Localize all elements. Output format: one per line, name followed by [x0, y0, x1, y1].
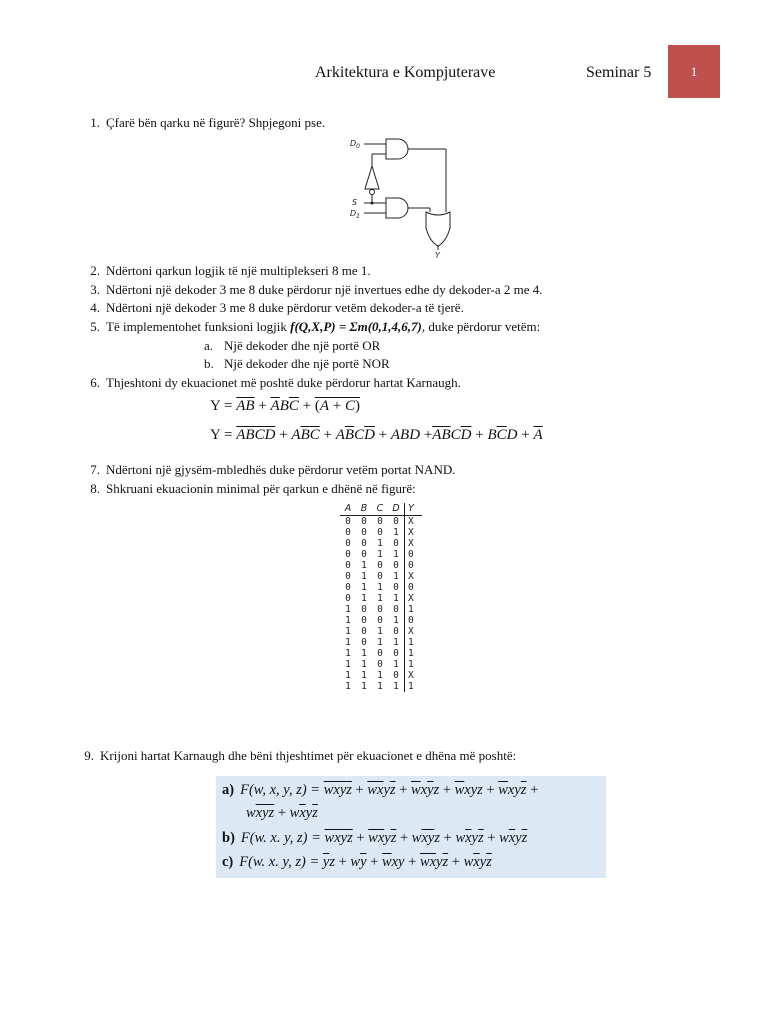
table-cell: 0: [345, 549, 351, 560]
question-text: Çfarë bën qarku në figurë? Shpjegoni pse.: [106, 115, 326, 130]
equation-lhs: F(w. x. y, z) =: [240, 830, 321, 846]
table-cell: 1: [405, 637, 423, 648]
equation-label: a): [222, 782, 235, 798]
table-cell: 1: [405, 659, 423, 670]
document-title: Arkitektura e Kompjuterave: [315, 64, 496, 81]
q9-equation-c: c) F(w. x. y, $z) = \overline{y}z + w\overline{y} + \overline{w}xy + \overline{w}\overline{x}y\overline{z} + w\overline{x}y\overline{z}$: [222, 854, 492, 870]
table-cell: 0: [377, 604, 383, 615]
truth-table: [340, 503, 422, 692]
question-4: [82, 300, 464, 316]
table-cell: 0: [377, 571, 383, 582]
table-row: [340, 659, 422, 670]
table-cell: X: [405, 571, 423, 582]
question-number: 5.: [90, 319, 100, 334]
option-text: Një dekoder dhe një portë OR: [224, 338, 381, 353]
question-5: [82, 319, 540, 335]
table-cell: 0: [393, 604, 399, 615]
or-gate: [426, 212, 450, 246]
table-row: [340, 560, 422, 571]
table-cell: 1: [345, 637, 351, 648]
table-cell: 0: [361, 538, 367, 549]
column-header-b: B: [356, 503, 372, 516]
table-cell: 1: [377, 637, 383, 648]
table-cell: 0: [361, 626, 367, 637]
and-gate-top: [386, 139, 408, 159]
table-row: [340, 681, 422, 692]
table-row: [340, 582, 422, 593]
equation-lhs: F(w, x, y, z) =: [240, 782, 321, 798]
equation-lhs: F(w. x. y, z) =: [239, 854, 320, 870]
table-cell: 1: [345, 615, 351, 626]
q5-option-a: [204, 338, 380, 354]
table-cell: 0: [377, 527, 383, 538]
table-cell: 1: [377, 549, 383, 560]
table-cell: 0: [361, 637, 367, 648]
table-cell: 0: [345, 516, 351, 527]
question-number: 7.: [90, 462, 100, 477]
table-cell: 0: [377, 648, 383, 659]
table-cell: X: [405, 593, 423, 604]
question-text: Ndërtoni një dekoder 3 me 8 duke përdorur vetëm dekoder-a të tjerë.: [106, 300, 464, 315]
table-cell: 0: [377, 560, 383, 571]
table-row: [340, 571, 422, 582]
question-number: 8.: [90, 481, 100, 496]
table-cell: X: [405, 527, 423, 538]
table-row: [340, 593, 422, 604]
function-formula: f(Q,X,P) = Σm(0,1,4,6,7): [290, 319, 422, 334]
table-cell: 1: [377, 626, 383, 637]
question-text: Krijoni hartat Karnaugh dhe bëni thjeshtimet për ekuacionet e dhëna më poshtë:: [100, 748, 517, 763]
column-header-c: C: [372, 503, 388, 516]
question-number: 2.: [90, 263, 100, 278]
table-cell: X: [405, 516, 423, 528]
table-cell: 1: [405, 648, 423, 659]
question-number: 9.: [84, 748, 94, 763]
label-d1: $D_1$: [350, 209, 360, 220]
table-cell: 0: [393, 670, 399, 681]
table-cell: 1: [361, 681, 367, 692]
table-cell: 1: [345, 659, 351, 670]
table-cell: 1: [361, 560, 367, 571]
table-cell: 1: [377, 593, 383, 604]
table-cell: 0: [361, 549, 367, 560]
table-cell: 0: [393, 560, 399, 571]
junction-dot: [371, 202, 374, 205]
question-8: [82, 481, 416, 497]
table-cell: 0: [405, 549, 423, 560]
q5-option-b: [204, 356, 390, 372]
table-cell: 0: [345, 593, 351, 604]
table-row: [340, 637, 422, 648]
question-text: Ndërtoni një dekoder 3 me 8 duke përdorur një invertues edhe dy dekoder-a 2 me 4.: [106, 282, 543, 297]
question-3: [82, 282, 543, 298]
table-cell: 0: [345, 560, 351, 571]
table-cell: 1: [393, 659, 399, 670]
option-label: b.: [204, 356, 214, 371]
q9-equation-a: a) F(w, x, y, $z) = \overline{w}\overline{x}\overline{y}\overline{z} + \overline{w}\overline{x}y\overline{z} + \overline{w}x\overline{y}z + \overline{w}xyz + \overline{w}xy\overline{z}$ +: [222, 782, 539, 798]
question-text: Shkruani ekuacionin minimal për qarkun e dhënë në figurë:: [106, 481, 416, 496]
page-number-badge: [668, 45, 720, 98]
option-text: Një dekoder dhe një portë NOR: [224, 356, 390, 371]
question-2: [82, 263, 371, 279]
question-number: 3.: [90, 282, 100, 297]
table-cell: 0: [361, 615, 367, 626]
table-cell: 1: [345, 626, 351, 637]
mux-circuit-diagram: [346, 132, 476, 260]
table-row: [340, 615, 422, 626]
q9-equation-b: b) F(w. x. y, $z) = \overline{w}\overline{x}\overline{y}\overline{z} + \overline{w}\overline{x}y\overline{z} + w\overline{x}\overline{y}z + w\overline{x}y\overline{z} + w\overline{x}y\overline{z}$: [222, 830, 528, 846]
table-cell: 0: [405, 582, 423, 593]
q9-equation-a-continued: $w\overline{x}\overline{y}\overline{z} + w\overline{x}y\overline{z}$: [246, 805, 318, 821]
table-cell: 1: [345, 648, 351, 659]
table-cell: 0: [345, 527, 351, 538]
table-cell: 0: [405, 615, 423, 626]
table-cell: 1: [361, 670, 367, 681]
table-cell: 1: [361, 571, 367, 582]
table-cell: 0: [393, 582, 399, 593]
table-cell: 1: [393, 527, 399, 538]
and-gate-bottom: [386, 198, 408, 218]
table-cell: 1: [345, 670, 351, 681]
label-s: S: [352, 198, 358, 207]
table-cell: 1: [361, 593, 367, 604]
question-number: 4.: [90, 300, 100, 315]
column-header-a: A: [340, 503, 356, 516]
table-cell: 0: [361, 516, 367, 527]
column-header-y: Y: [405, 503, 423, 516]
table-cell: 1: [405, 604, 423, 615]
label-y: Y: [435, 251, 440, 260]
table-cell: 1: [393, 571, 399, 582]
question-1: [82, 115, 325, 131]
question-number: 1.: [90, 115, 100, 130]
question-text: Ndërtoni qarkun logjik të një multiplekseri 8 me 1.: [106, 263, 371, 278]
table-cell: 0: [393, 538, 399, 549]
q9-equation-box: [216, 776, 606, 878]
table-cell: 1: [393, 681, 399, 692]
table-cell: 1: [393, 593, 399, 604]
table-row: [340, 527, 422, 538]
equation-label: c): [222, 854, 234, 870]
table-cell: 0: [345, 538, 351, 549]
table-cell: X: [405, 538, 423, 549]
table-cell: 1: [361, 648, 367, 659]
table-cell: 0: [377, 516, 383, 527]
table-row: [340, 516, 422, 528]
table-cell: X: [405, 626, 423, 637]
question-text: Të implementohet funksioni logjik: [106, 319, 291, 334]
option-label: a.: [204, 338, 214, 353]
table-cell: 1: [345, 681, 351, 692]
table-cell: 0: [393, 626, 399, 637]
question-6: [82, 375, 461, 391]
question-text: Ndërtoni një gjysëm-mbledhës duke përdorur vetëm portat NAND.: [106, 462, 456, 477]
table-row: [340, 538, 422, 549]
table-row: [340, 549, 422, 560]
table-cell: 0: [393, 648, 399, 659]
page-number: 1: [690, 63, 698, 79]
equation-label: b): [222, 830, 235, 846]
table-cell: 1: [361, 659, 367, 670]
table-cell: 0: [377, 615, 383, 626]
table-row: [340, 670, 422, 681]
q6-equation-2: Y = ABCD + $A\overline{B}\overline{C} + A\overline{B}C\overline{D}$ + ABD $+\overline{AB}C\overline{D} + B\overline{C}D + \overline{A}$: [210, 427, 543, 443]
table-cell: 1: [393, 637, 399, 648]
table-cell: 1: [377, 670, 383, 681]
question-9: [76, 748, 516, 764]
question-text: Thjeshtoni dy ekuacionet më poshtë duke përdorur hartat Karnaugh.: [106, 375, 461, 390]
table-cell: 1: [361, 582, 367, 593]
table-cell: 1: [377, 582, 383, 593]
table-row: [340, 604, 422, 615]
table-cell: 1: [393, 615, 399, 626]
table-row: [340, 648, 422, 659]
table-cell: 0: [345, 571, 351, 582]
truth-table-header: [340, 503, 422, 516]
table-cell: 1: [393, 549, 399, 560]
table-cell: X: [405, 670, 423, 681]
table-cell: 0: [393, 516, 399, 527]
table-cell: 1: [377, 681, 383, 692]
table-cell: 0: [361, 604, 367, 615]
q6-equation-1: $Y = \overline{AB} + \overline{A}B\overline{C} + (A + C)$: [210, 398, 361, 414]
table-cell: 1: [377, 538, 383, 549]
table-cell: 0: [345, 582, 351, 593]
table-cell: 0: [377, 659, 383, 670]
table-cell: 0: [405, 560, 423, 571]
table-cell: 1: [405, 681, 423, 692]
table-cell: 0: [361, 527, 367, 538]
inverter: [365, 166, 379, 189]
question-7: [82, 462, 455, 478]
table-row: [340, 626, 422, 637]
column-header-d: D: [388, 503, 405, 516]
seminar-label: Seminar 5: [586, 64, 652, 81]
question-number: 6.: [90, 375, 100, 390]
table-cell: 1: [345, 604, 351, 615]
question-text-tail: , duke përdorur vetëm:: [421, 319, 541, 334]
label-d0: $D_0$: [350, 139, 360, 150]
